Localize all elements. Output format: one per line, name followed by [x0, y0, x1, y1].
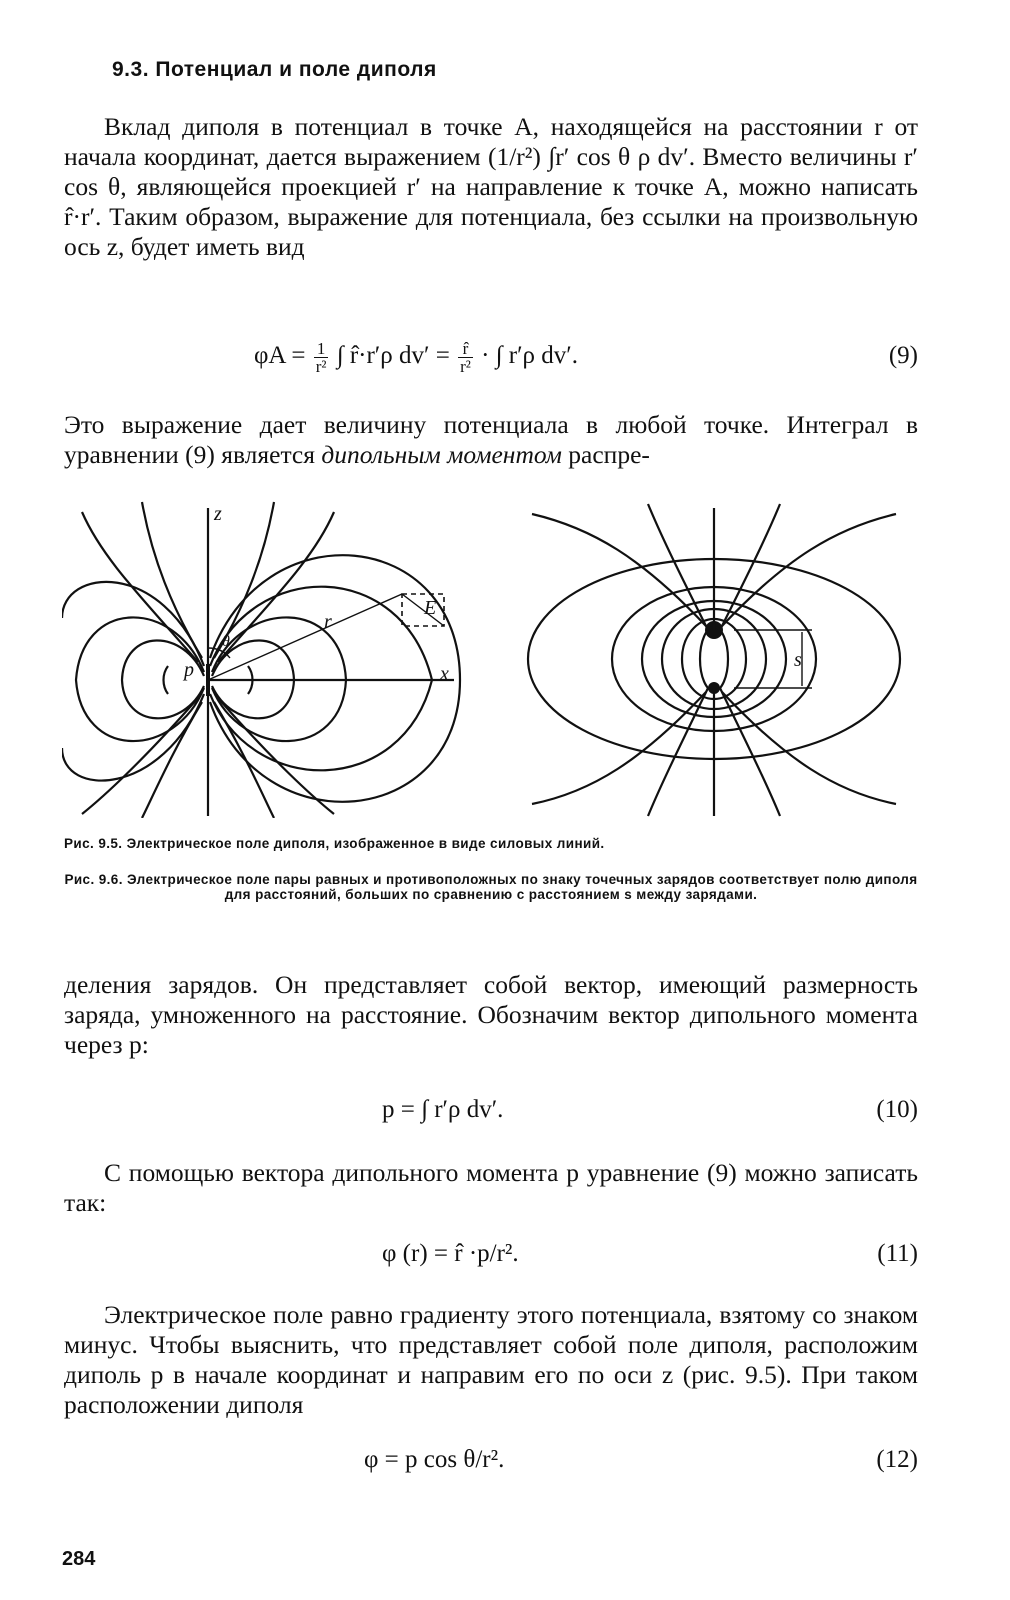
eq9-frac1	[314, 340, 329, 375]
paragraph-2-emphasis: дипольным моментом	[321, 440, 562, 469]
label-r: r	[324, 611, 332, 633]
label-p: p	[184, 659, 194, 681]
paragraph-3: деления зарядов. Он представляет собой вектор, имеющий размерность заряда, умноженного на расстояние. Обозначим вектор дипольного момента через p:	[64, 970, 918, 1059]
field-line	[142, 702, 202, 818]
caption-fig-9-6: Рис. 9.6. Электрическое поле пары равных и противоположных по знаку точечных зарядов соответствует полю диполя для расстояний, больших по сравнению с расстоянием s между зарядами.	[64, 872, 918, 902]
paragraph-2-text: Это выражение дает величину потенциала в любой точке. Интеграл в уравнении (9) является дипольным моментом распре-	[64, 410, 918, 469]
figure-9-6	[512, 498, 912, 818]
equation-10	[64, 1090, 918, 1130]
eq11-number: (11)	[877, 1240, 918, 1267]
label-E: E	[424, 597, 437, 619]
field-line	[720, 688, 780, 816]
field-line	[532, 514, 706, 626]
equation-12	[64, 1440, 918, 1480]
eq10-number: (10)	[876, 1096, 918, 1123]
figure-9-5	[62, 498, 462, 818]
paragraph-2	[64, 410, 918, 470]
label-theta: θ	[222, 633, 230, 650]
label-s: s	[794, 649, 802, 671]
label-x: x	[440, 663, 449, 685]
e-vector-line	[402, 594, 444, 626]
field-line	[648, 688, 708, 816]
paragraph-4: С помощью вектора дипольного момента p уравнение (9) можно записать так:	[64, 1158, 918, 1217]
eq9-number: (9)	[888, 342, 918, 369]
eq11-body: φ (r) = r̂ ·p/r².	[382, 1240, 519, 1267]
eq9-frac2-den: r²	[460, 356, 471, 376]
field-line	[720, 504, 780, 630]
field-line	[210, 587, 432, 771]
paragraph-1: Вклад диполя в потенциал в точке A, находящейся на расстоянии r от начала координат, дается выражением (1/r²) ∫r′ cos θ ρ dv′. Вместо величины r′ cos θ, являющейся проекцией r′ на направление к точке A, можно написать r̂·r′. Таким образом, выражение для потенциала, без ссылки на произвольную ось z, будет иметь вид	[64, 112, 918, 261]
page-number: 284	[62, 1548, 96, 1570]
caption-fig-9-5: Рис. 9.5. Электрическое поле диполя, изображенное в виде силовых линий.	[64, 836, 605, 851]
field-line	[722, 514, 896, 626]
field-line	[142, 502, 202, 658]
field-line	[648, 504, 708, 630]
equation-9	[64, 336, 918, 376]
section-heading: 9.3. Потенциал и поле диполя	[112, 58, 437, 81]
eq10-body: p = ∫ r′ρ dv′.	[382, 1096, 504, 1123]
eq9-frac2-num: r̂	[458, 340, 473, 358]
label-z: z	[214, 503, 222, 525]
eq12-number: (12)	[876, 1446, 918, 1473]
equation-11	[64, 1234, 918, 1274]
eq9-frac1-num: 1	[314, 340, 329, 358]
eq12-body: φ = p cos θ/r².	[364, 1446, 505, 1473]
field-line	[82, 512, 198, 662]
eq9-mid: ∫ r̂·r′ρ dv′ =	[336, 342, 450, 369]
eq9-lhs: φA =	[254, 342, 306, 369]
eq9-frac2	[458, 340, 473, 375]
field-line	[82, 698, 198, 814]
eq9-frac1-den: r²	[315, 356, 327, 376]
eq9-rhs: · ∫ r′ρ dv′.	[481, 342, 578, 369]
paragraph-5: Электрическое поле равно градиенту этого потенциала, взятому со знаком минус. Чтобы выяснить, что представляет собой поле диполя, расположим диполь p в начале координат и направим его по оси z (рис. 9.5). При таком расположении диполя	[64, 1300, 918, 1419]
field-line	[164, 666, 169, 694]
field-line	[218, 698, 334, 814]
